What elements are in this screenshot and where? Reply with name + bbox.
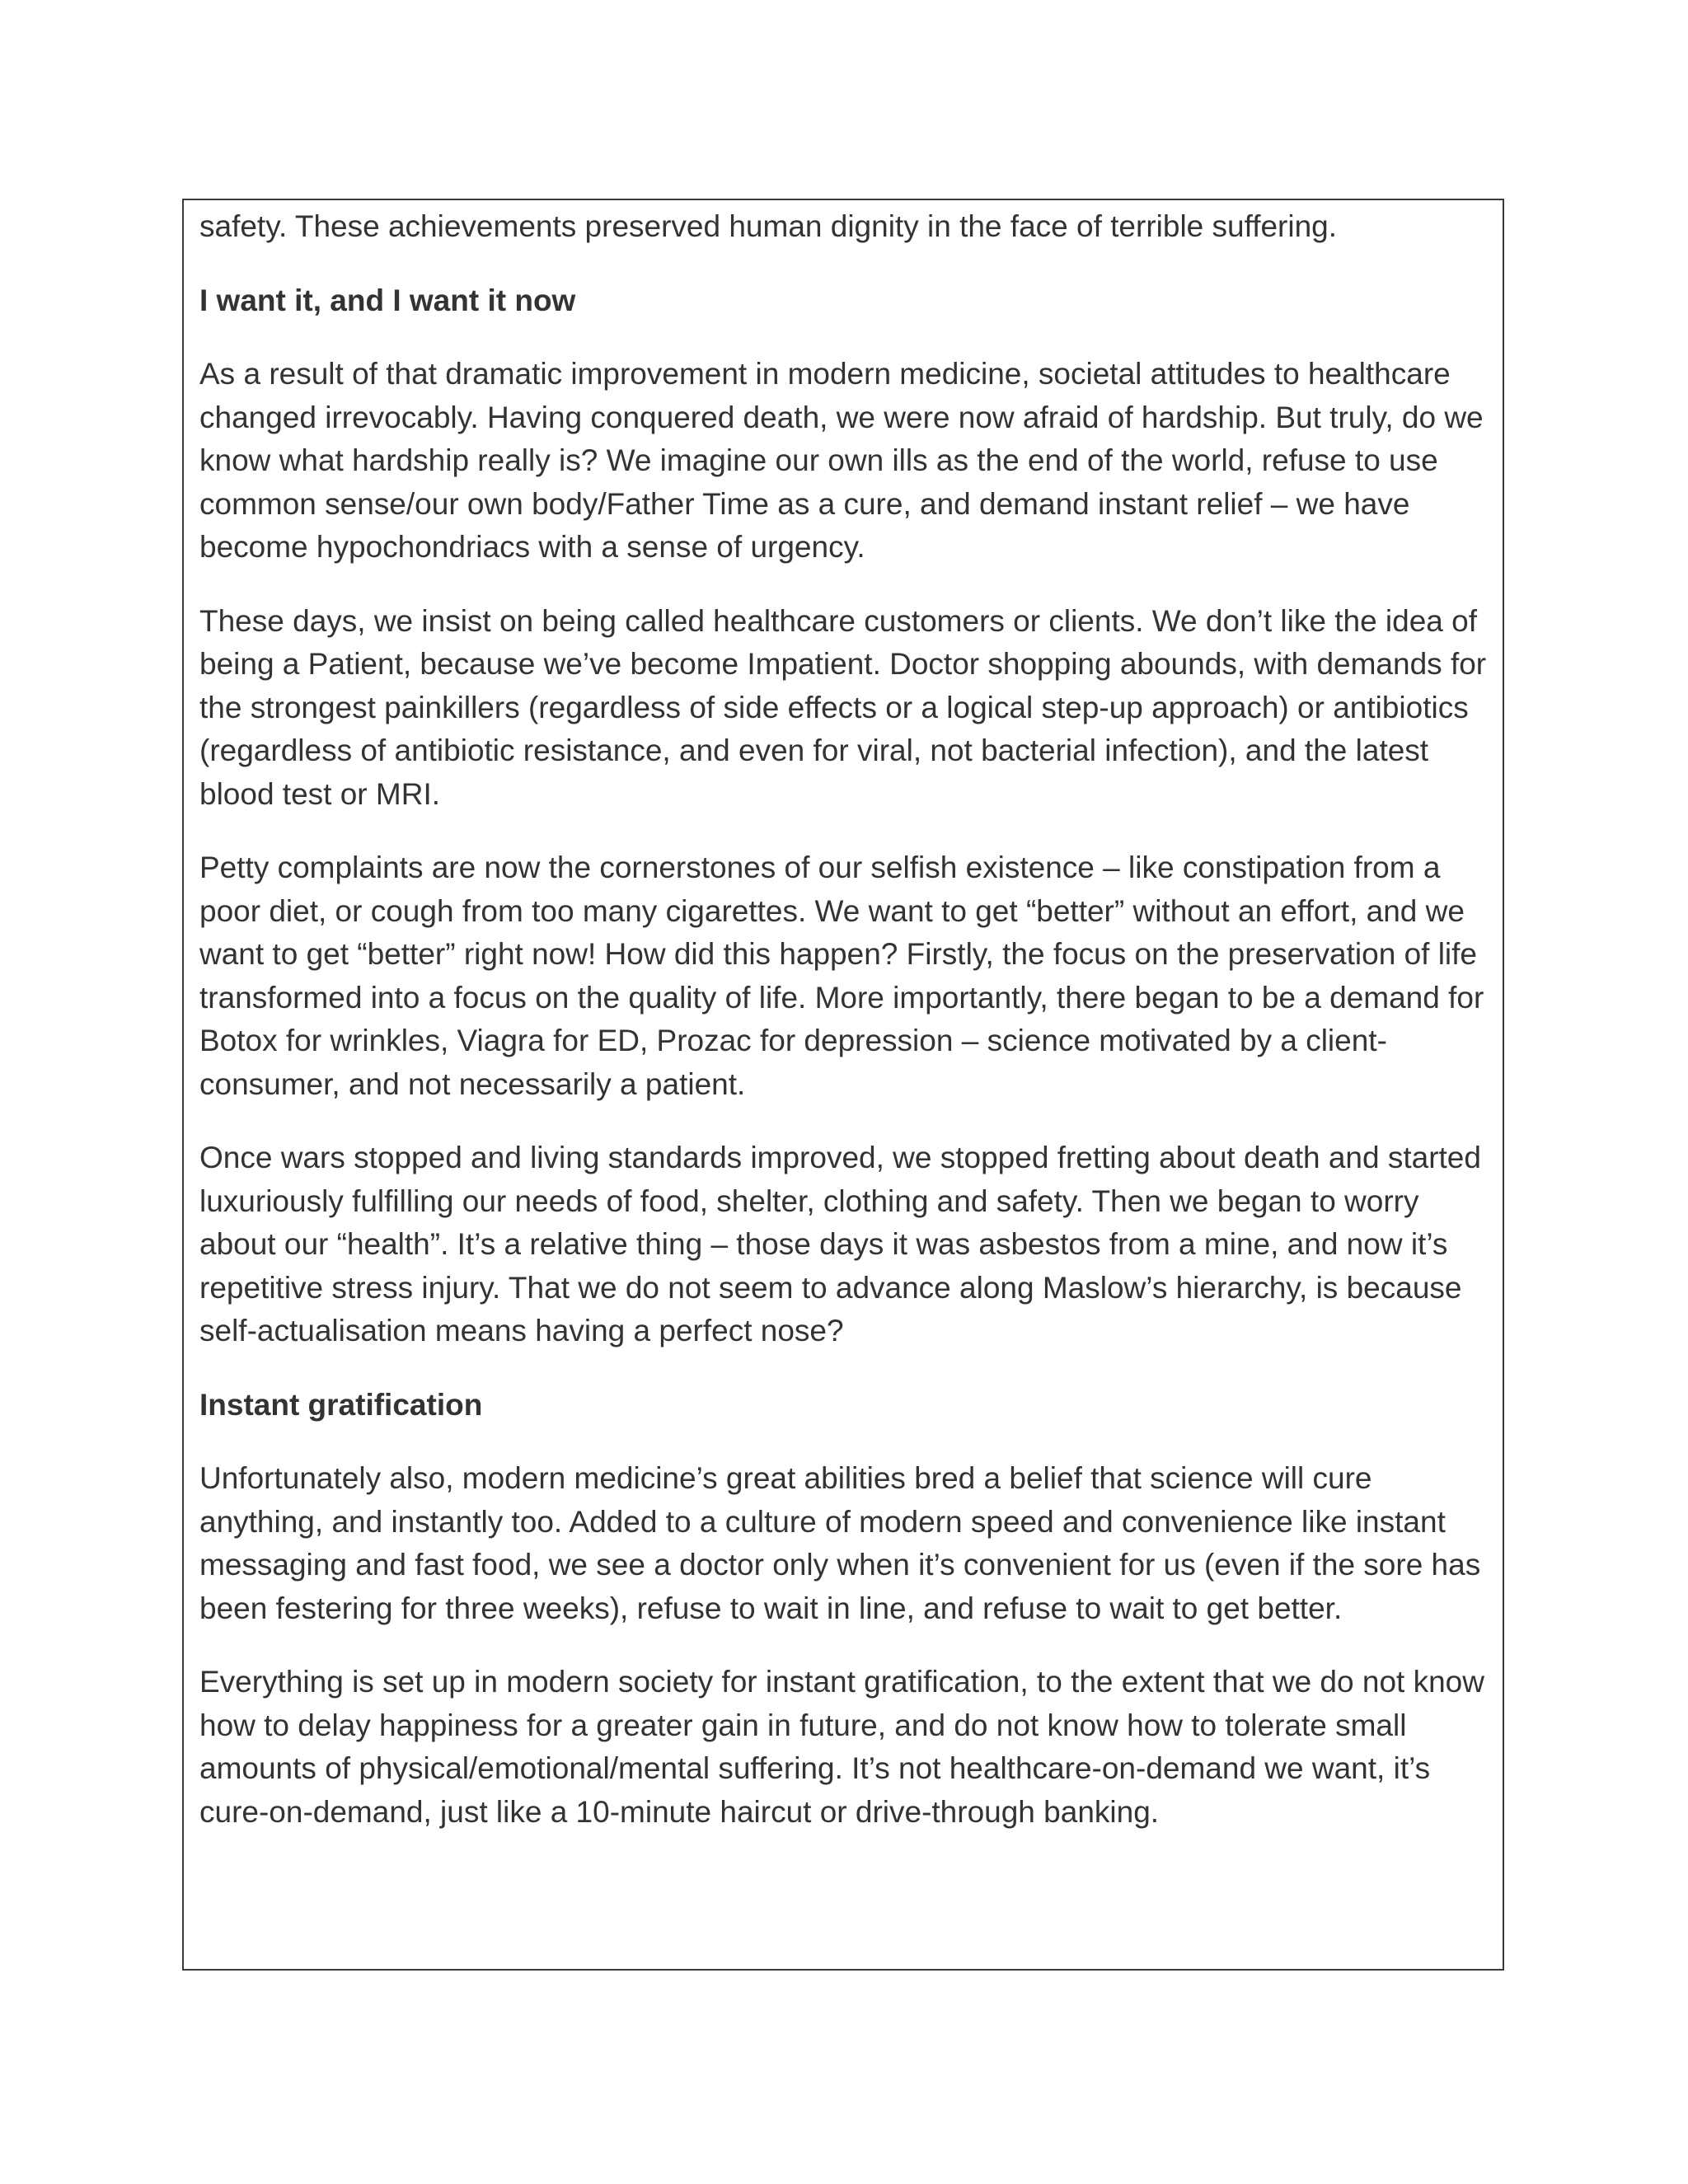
paragraph-healthcare-customers: These days, we insist on being called healthcare customers or clients. We don’t like the idea of being a Patient, because we’ve become Impatient. Doctor shopping abounds, with demands for the strongest painkillers (regardless of side effects or a logical step-up approach) or antibiotics (regardless of antibiotic resistance, and even for viral, not bacterial infection), and the latest blood test or MRI.: [199, 603, 1487, 811]
paragraph-wars-stopped: Once wars stopped and living standards improved, we stopped fretting about death and started luxuriously fulfilling our needs of food, shelter, clothing and safety. Then we began to worry about our “health”. It’s a relative thing – those days it was asbestos from a mine, and now it’s repetitive stress injury. That we do not seem to advance along Maslow’s hierarchy, is because self-actualisation means having a perfect nose?: [199, 1141, 1481, 1347]
paragraph-modern-medicine-abilities: Unfortunately also, modern medicine’s great abilities bred a belief that science will cure anything, and instantly too. Added to a culture of modern speed and convenience like instant messaging and fast food, we see a doctor only when it’s convenient for us (even if the sore has been festering for three weeks), refuse to wait in line, and refuse to wait to get better.: [199, 1461, 1481, 1625]
paragraph-petty-complaints: Petty complaints are now the cornerstones of our selfish existence – like constipation from a poor diet, or cough from too many cigarettes. We want to get “better” without an effort, and we want to get “better” right now! How did this happen? Firstly, the focus on the preservation of life transformed into a focus on the quality of life. More importantly, there began to be a demand for Botox for wrinkles, Viagra for ED, Prozac for depression – science motivated by a client-consumer, and not necessarily a patient.: [199, 851, 1484, 1101]
paragraph-cure-on-demand: Everything is set up in modern society for instant gratification, to the extent that we do not know how to delay happiness for a greater gain in future, and do not know how to tolerate small amounts of physical/emotional/mental suffering. It’s not healthcare-on-demand we want, it’s cure-on-demand, just like a 10-minute haircut or drive-through banking.: [199, 1665, 1484, 1829]
section-heading-instant-gratification: Instant gratification: [199, 1387, 483, 1422]
bordered-text-box: [182, 199, 1504, 1971]
paragraph-societal-attitudes: As a result of that dramatic improvement in modern medicine, societal attitudes to healthcare changed irrevocably. Having conquered death, we were now afraid of hardship. But truly, do we know what hardship really is? We imagine our own ills as the end of the world, refuse to use common sense/our own body/Father Time as a cure, and demand instant relief – we have become hypochondriacs with a sense of urgency.: [199, 357, 1484, 564]
paragraph-continuation: safety. These achievements preserved human dignity in the face of terrible suffering.: [199, 209, 1338, 243]
section-heading-want-it-now: I want it, and I want it now: [199, 283, 576, 317]
